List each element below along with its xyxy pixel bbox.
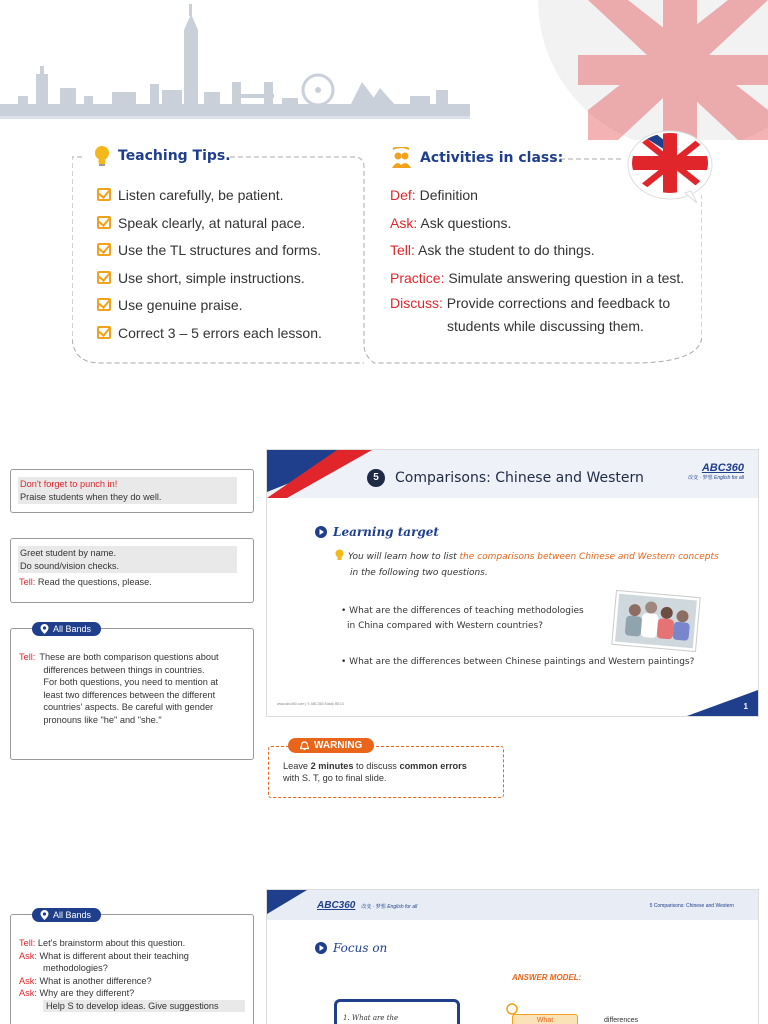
- tip-item: Listen carefully, be patient.: [97, 182, 322, 210]
- abc360-logo: ABC360 改变 · 梦想 English for all: [317, 900, 418, 911]
- question-two: • What are the differences between Chinese paintings and Western paintings?: [341, 657, 695, 667]
- checkbox-icon: [97, 326, 111, 339]
- activity-item: Tell: Ask the student to do things.: [390, 242, 595, 258]
- lightbulb-icon: [94, 145, 110, 167]
- slide-number-badge: 5: [367, 469, 385, 487]
- play-circle-icon: [315, 526, 327, 538]
- activity-item: Discuss: Provide corrections and feedback to students while discussing them.: [390, 295, 671, 334]
- lightbulb-icon: [335, 549, 344, 561]
- answer-model-label: ANSWER MODEL:: [512, 973, 582, 982]
- warning-text: Leave 2 minutes to discuss common errors with S. T, go to final slide.: [283, 761, 467, 783]
- all-bands-badge: All Bands: [32, 622, 101, 636]
- activity-item: Def: Definition: [390, 187, 478, 203]
- teaching-tips-header: [94, 145, 231, 167]
- learning-target-heading: Learning target: [315, 525, 439, 539]
- checkbox-icon: [97, 216, 111, 229]
- slide-focus-on: [267, 890, 758, 1024]
- teaching-tips-title: Teaching Tips.: [118, 148, 231, 164]
- tip-item: Speak clearly, at natural pace.: [97, 210, 322, 238]
- slide-page-number: 1: [743, 702, 748, 711]
- teaching-tips-list: [97, 182, 322, 347]
- warning-box: [268, 746, 504, 798]
- tip-item: Correct 3 – 5 errors each lesson.: [97, 320, 322, 348]
- checkbox-icon: [97, 188, 111, 201]
- abc360-logo: ABC360 改变 · 梦想 English for all: [688, 462, 744, 481]
- warning-badge: WARNING: [288, 738, 374, 753]
- checkbox-icon: [97, 243, 111, 256]
- what-tag: What: [512, 1014, 578, 1024]
- activities-list: [390, 182, 684, 338]
- bell-icon: [300, 741, 309, 751]
- tell-read-questions: Read the questions, please.: [37, 577, 152, 587]
- praise-reminder: Praise students when they do well.: [20, 491, 162, 502]
- tip-item: Use the TL structures and forms.: [97, 237, 322, 265]
- location-pin-icon: [40, 910, 49, 920]
- learning-target-text: You will learn how to list the comparisons between Chinese and Western concepts in the following two questions.: [335, 549, 745, 578]
- activities-header: [390, 147, 563, 169]
- question-card: 1. What are the: [334, 999, 460, 1024]
- question-one: • What are the differences of teaching methodologies in China compared with Western countries?: [341, 606, 584, 631]
- differences-word: differences: [604, 1017, 639, 1024]
- location-pin-icon: [40, 624, 49, 634]
- activity-item: Ask: Ask questions.: [390, 214, 512, 231]
- checkbox-icon: [97, 271, 111, 284]
- reminder-note: [10, 469, 254, 513]
- slide-footer: www.abc360.com | © ABC360 Easily BELS: [277, 702, 344, 706]
- check-instruction: Do sound/vision checks.: [20, 560, 120, 571]
- all-bands-note: Tell: These are both comparison questions about differences between things in countries. For both questions, you need to mention at least two differences between the different countries' aspects. Be careful with gender pronouns like "he" and "she.": [10, 628, 254, 760]
- union-jack-background: [438, 0, 768, 140]
- slide-title: Comparisons: Chinese and Western: [395, 470, 644, 486]
- focus-on-heading: Focus on: [315, 941, 387, 955]
- tip-item: Use genuine praise.: [97, 292, 322, 320]
- punch-in-reminder: Don't forget to punch in!: [20, 479, 118, 489]
- people-icon: [390, 147, 412, 169]
- greet-instruction: Greet student by name.: [20, 548, 117, 558]
- slide-learning-target: [267, 450, 758, 716]
- tip-item: Use short, simple instructions.: [97, 265, 322, 293]
- checkbox-icon: [97, 298, 111, 311]
- play-circle-icon: [315, 942, 327, 954]
- activity-item: Practice: Simulate answering question in a test.: [390, 269, 685, 286]
- slide2-header-title: 5 Comparisons: Chinese and Western: [649, 903, 734, 909]
- students-photo: [610, 590, 702, 652]
- brainstorm-note: Tell: Let's brainstorm about this question. Ask: What is different about their teaching methodologies? Ask: What is another difference? Ask: Why are they different? Help S to develop ideas. Give suggestions: [10, 914, 254, 1024]
- opening-note: Greet student by name. Do sound/vision checks. Tell: Read the questions, please.: [10, 538, 254, 603]
- all-bands-badge: All Bands: [32, 908, 101, 922]
- slide-frame-graphics: [267, 450, 758, 716]
- activities-title: Activities in class:: [420, 150, 564, 166]
